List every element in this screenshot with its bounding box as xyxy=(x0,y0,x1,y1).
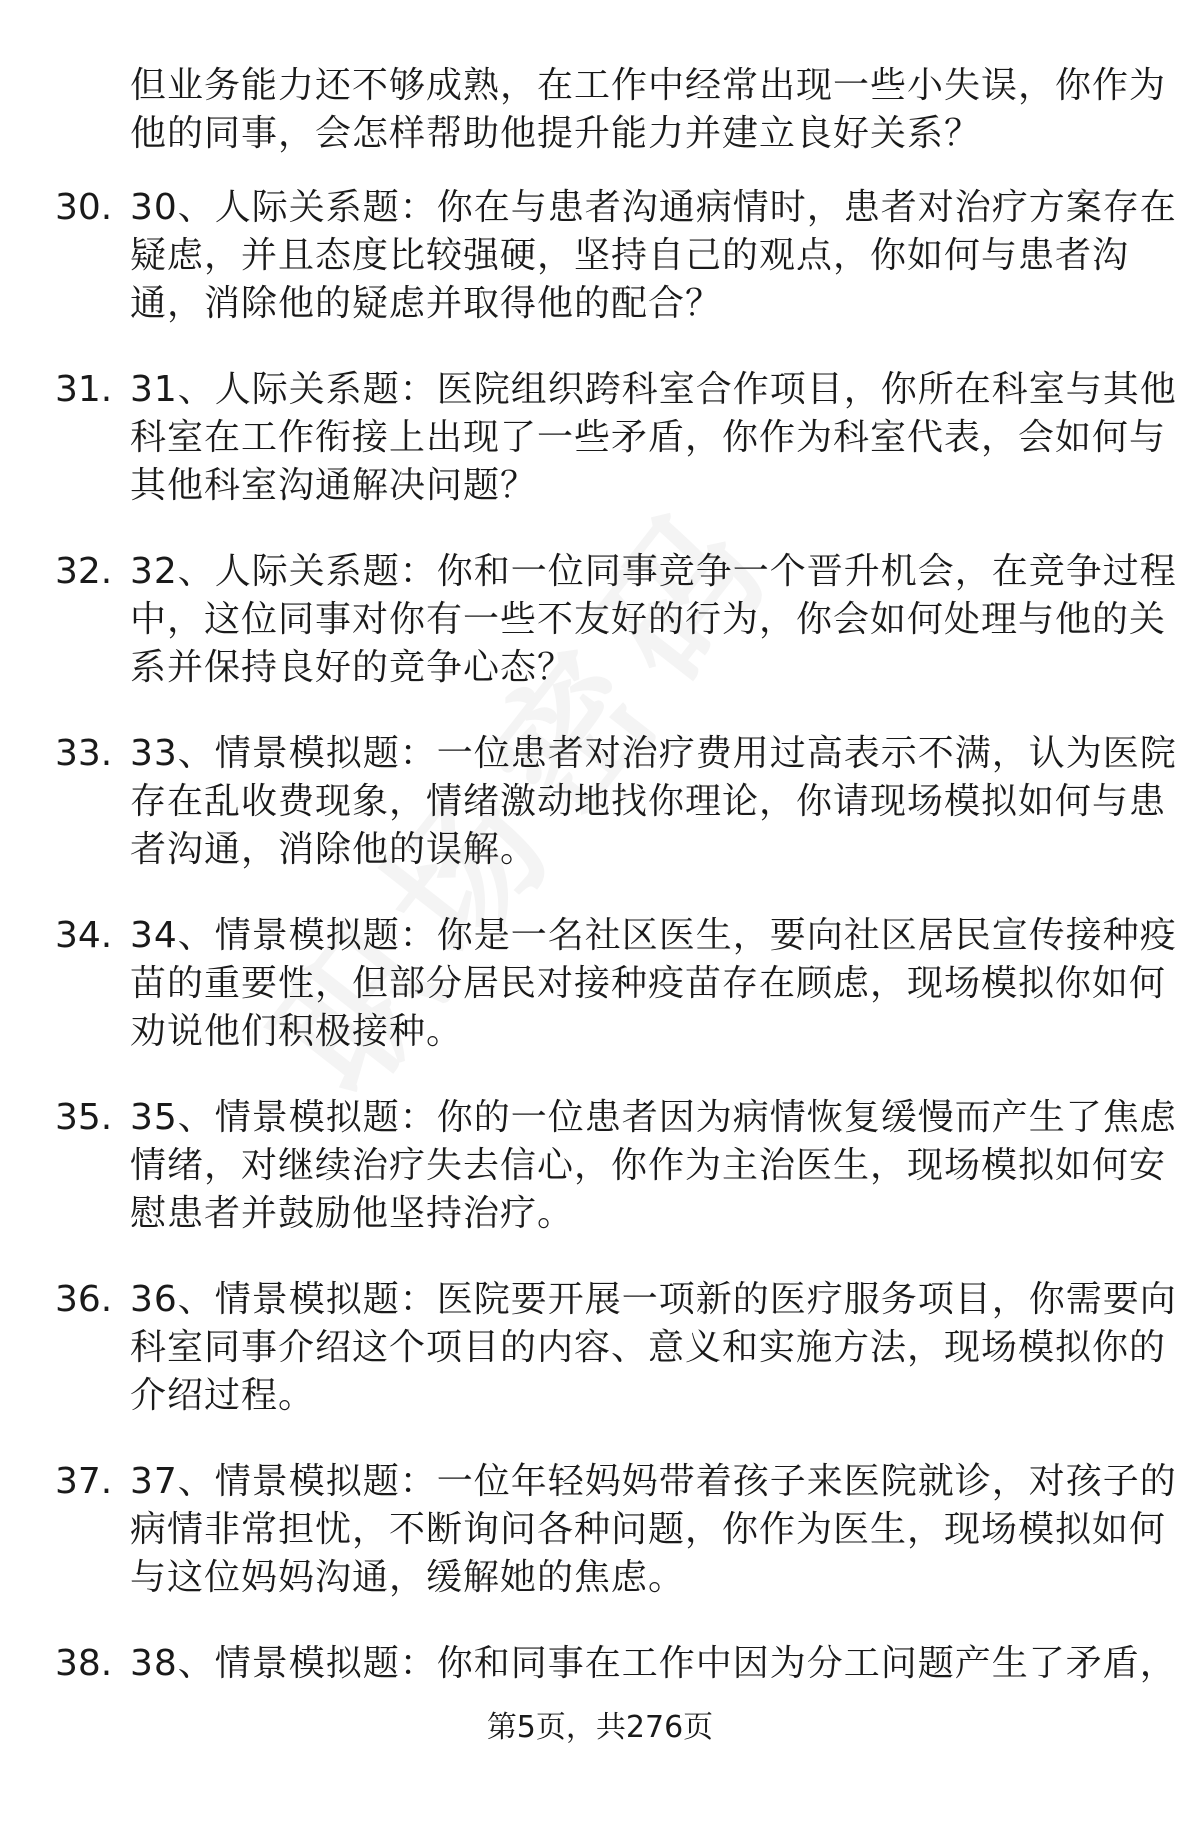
question-item xyxy=(0,730,1200,912)
question-number: 38. xyxy=(55,1643,113,1684)
text-line: 30、人际关系题：你在与患者沟通病情时，患者对治疗方案存在 xyxy=(130,187,1177,228)
question-item xyxy=(0,1458,1200,1640)
text-line: 科室在工作衔接上出现了一些矛盾，你作为科室代表，会如何与 xyxy=(130,417,1167,458)
question-number: 35. xyxy=(55,1097,113,1138)
text-line: 疑虑，并且态度比较强硬，坚持自己的观点，你如何与患者沟 xyxy=(130,235,1130,276)
text-line: 劝说他们积极接种。 xyxy=(130,1011,464,1052)
text-line: 科室同事介绍这个项目的内容、意义和实施方法，现场模拟你的 xyxy=(130,1327,1167,1368)
text-line: 慰患者并鼓励他坚持治疗。 xyxy=(130,1193,575,1234)
question-item xyxy=(0,548,1200,730)
question-text xyxy=(130,912,1177,1056)
text-line: 介绍过程。 xyxy=(130,1375,316,1416)
question-item xyxy=(0,366,1200,548)
text-line: 38、情景模拟题：你和同事在工作中因为分工问题产生了矛盾， xyxy=(130,1643,1177,1684)
question-item xyxy=(0,1094,1200,1276)
text-line: 与这位妈妈沟通，缓解她的焦虑。 xyxy=(130,1557,686,1598)
question-item xyxy=(0,912,1200,1094)
text-line: 系并保持良好的竞争心态？ xyxy=(130,647,575,688)
text-line: 苗的重要性，但部分居民对接种疫苗存在顾虑，现场模拟你如何 xyxy=(130,963,1167,1004)
text-line: 35、情景模拟题：你的一位患者因为病情恢复缓慢而产生了焦虑 xyxy=(130,1097,1177,1138)
question-number: 32. xyxy=(55,551,113,592)
text-line: 36、情景模拟题：医院要开展一项新的医疗服务项目，你需要向 xyxy=(130,1279,1177,1320)
question-number: 33. xyxy=(55,733,113,774)
text-line: 情绪，对继续治疗失去信心，你作为主治医生，现场模拟如何安 xyxy=(130,1145,1167,1186)
question-text xyxy=(130,1640,1177,1688)
question-text xyxy=(130,1094,1177,1238)
question-list xyxy=(0,184,1200,1822)
text-line: 病情非常担忧，不断询问各种问题，你作为医生，现场模拟如何 xyxy=(130,1509,1167,1550)
text-line: 存在乱收费现象，情绪激动地找你理论，你请现场模拟如何与患 xyxy=(130,781,1167,822)
text-line: 通，消除他的疑虑并取得他的配合？ xyxy=(130,283,723,324)
text-line: 34、情景模拟题：你是一名社区医生，要向社区居民宣传接种疫 xyxy=(130,915,1177,956)
question-number: 31. xyxy=(55,369,113,410)
question-text xyxy=(130,366,1177,510)
text-line: 他的同事，会怎样帮助他提升能力并建立良好关系？ xyxy=(130,113,982,154)
text-line: 31、人际关系题：医院组织跨科室合作项目，你所在科室与其他 xyxy=(130,369,1177,410)
question-text xyxy=(130,548,1177,692)
question-number: 37. xyxy=(55,1461,113,1502)
continuation-text xyxy=(130,62,1167,158)
question-number: 34. xyxy=(55,915,113,956)
question-number: 36. xyxy=(55,1279,113,1320)
question-number: 30. xyxy=(55,187,113,228)
text-line: 33、情景模拟题：一位患者对治疗费用过高表示不满，认为医院 xyxy=(130,733,1177,774)
question-text xyxy=(130,184,1177,328)
text-line: 中，这位同事对你有一些不友好的行为，你会如何处理与他的关 xyxy=(130,599,1167,640)
text-line: 者沟通，消除他的误解。 xyxy=(130,829,538,870)
question-text xyxy=(130,1276,1177,1420)
text-line: 其他科室沟通解决问题？ xyxy=(130,465,538,506)
question-text xyxy=(130,730,1177,874)
text-line: 但业务能力还不够成熟，在工作中经常出现一些小失误，你作为 xyxy=(130,65,1167,106)
question-text xyxy=(130,1458,1177,1602)
question-item xyxy=(0,1276,1200,1458)
text-line: 32、人际关系题：你和一位同事竞争一个晋升机会，在竞争过程 xyxy=(130,551,1177,592)
question-item xyxy=(0,184,1200,366)
page-number-footer: 第5页，共276页 xyxy=(486,1710,714,1745)
text-line: 37、情景模拟题：一位年轻妈妈带着孩子来医院就诊，对孩子的 xyxy=(130,1461,1177,1502)
